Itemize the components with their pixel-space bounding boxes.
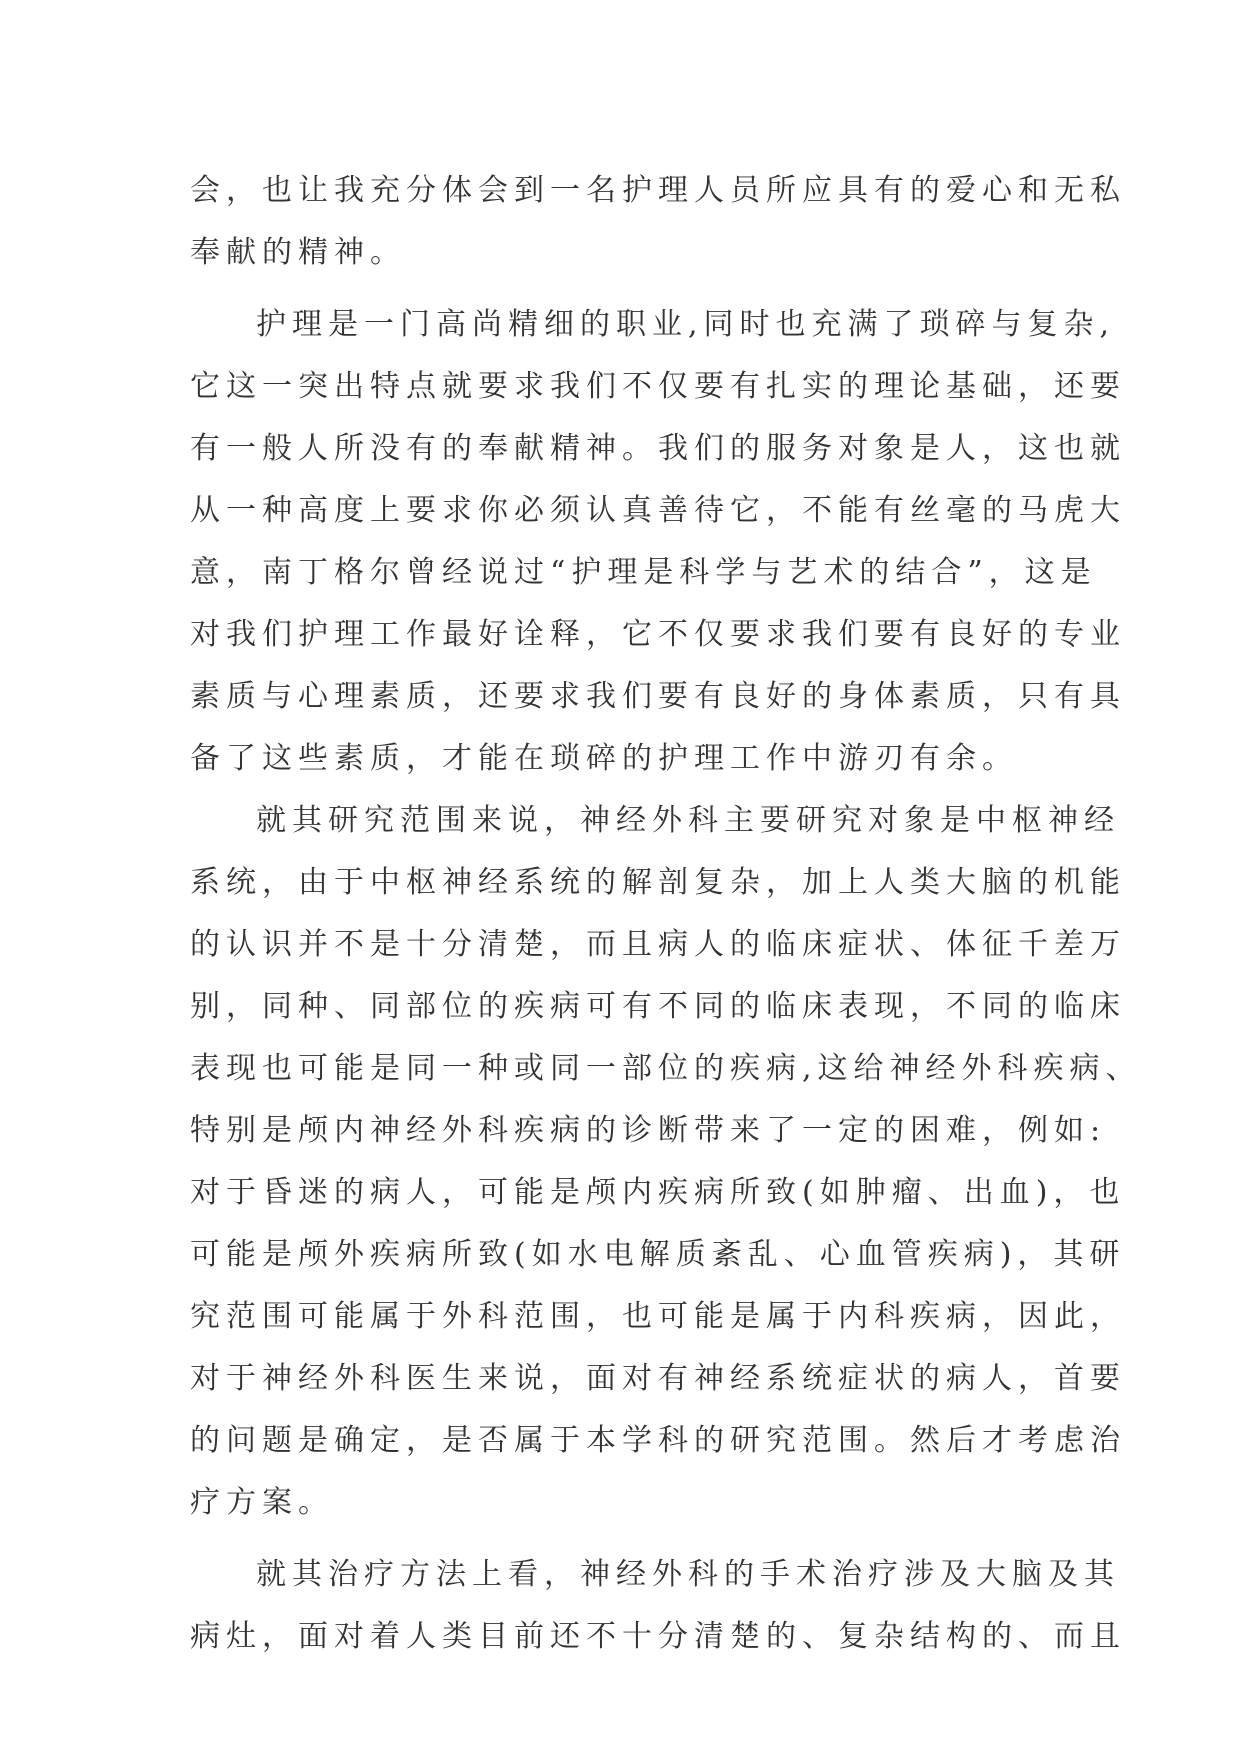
text-line: 的认识并不是十分清楚，而且病人的临床症状、体征千差万 bbox=[190, 927, 1126, 962]
text-line: 会，也让我充分体会到一名护理人员所应具有的爱心和无私 bbox=[190, 173, 1126, 208]
text-line: 表现也可能是同一种或同一部位的疾病,这给神经外科疾病、 bbox=[190, 1051, 1142, 1086]
text-line: 对于昏迷的病人，可能是颅内疾病所致(如肿瘤、出血)，也 bbox=[190, 1175, 1126, 1210]
text-line: 别，同种、同部位的疾病可有不同的临床表现，不同的临床 bbox=[190, 989, 1126, 1024]
text-line: 就其研究范围来说，神经外科主要研究对象是中枢神经 bbox=[256, 803, 1120, 838]
text-line: 它这一突出特点就要求我们不仅要有扎实的理论基础，还要 bbox=[190, 369, 1126, 404]
text-line: 护理是一门高尚精细的职业,同时也充满了琐碎与复杂, bbox=[256, 307, 1116, 342]
text-line: 特别是颅内神经外科疾病的诊断带来了一定的困难，例如: bbox=[190, 1113, 1107, 1148]
text-line: 从一种高度上要求你必须认真善待它，不能有丝毫的马虎大 bbox=[190, 493, 1126, 528]
text-line: 备了这些素质，才能在琐碎的护理工作中游刃有余。 bbox=[190, 741, 1018, 776]
paragraph-2 bbox=[190, 294, 1126, 790]
text-line: 就其治疗方法上看，神经外科的手术治疗涉及大脑及其 bbox=[256, 1557, 1120, 1592]
text-line: 系统，由于中枢神经系统的解剖复杂，加上人类大脑的机能 bbox=[190, 865, 1126, 900]
text-line: 奉献的精神。 bbox=[190, 235, 406, 270]
text-line: 有一般人所没有的奉献精神。我们的服务对象是人，这也就 bbox=[190, 431, 1126, 466]
text-line: 病灶，面对着人类目前还不十分清楚的、复杂结构的、而且 bbox=[190, 1619, 1126, 1654]
paragraph-4 bbox=[190, 1544, 1126, 1668]
text-line: 素质与心理素质，还要求我们要有良好的身体素质，只有具 bbox=[190, 679, 1126, 714]
text-line: 意，南丁格尔曾经说过“护理是科学与艺术的结合”，这是 bbox=[190, 555, 1097, 590]
paragraph-1 bbox=[190, 160, 1126, 284]
document-body bbox=[190, 160, 1142, 1668]
text-line: 对我们护理工作最好诠释，它不仅要求我们要有良好的专业 bbox=[190, 617, 1126, 652]
text-line: 可能是颅外疾病所致(如水电解质紊乱、心血管疾病)，其研 bbox=[190, 1237, 1126, 1272]
text-line: 对于神经外科医生来说，面对有神经系统症状的病人，首要 bbox=[190, 1361, 1126, 1396]
text-line: 究范围可能属于外科范围，也可能是属于内科疾病，因此， bbox=[190, 1299, 1126, 1334]
text-line: 疗方案。 bbox=[190, 1485, 334, 1520]
paragraph-3 bbox=[190, 790, 1142, 1534]
text-line: 的问题是确定，是否属于本学科的研究范围。然后才考虑治 bbox=[190, 1423, 1126, 1458]
